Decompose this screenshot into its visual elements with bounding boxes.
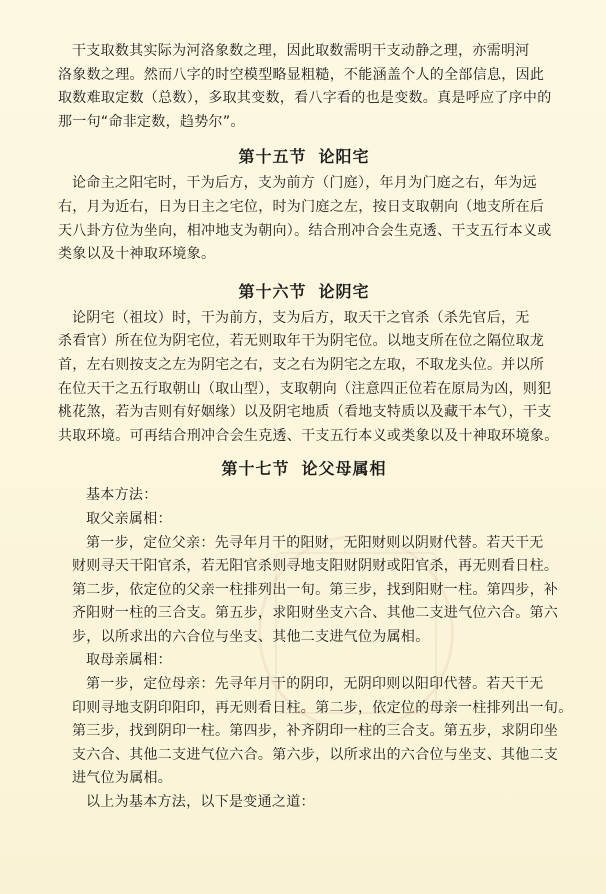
text-line: 论命主之阳宅时，干为后方，支为前方（门庭），年月为门庭之右，年为远 [72,175,537,192]
section-number: 第十五节 [238,147,307,167]
article-body [58,40,582,815]
text-line: 第一步，定位母亲：先寻年月干的阴印，无阴印则以阳印代替。若天干无 [86,676,544,693]
text-line: 取数难取定数（总数），多取其变数，看八字看的也是变数。真是呼应了序中的 [58,90,552,107]
text-line: 杀看官）所在位为阴宅位，若无则取年干为阴宅位。以地支所在位之隔位取龙 [58,333,545,350]
section-title: 论阳宅 [318,147,370,167]
section-15-heading [26,142,582,172]
section-15-paragraph [58,172,582,266]
text-line: 第一步，定位父亲：先寻年月干的阳财，无阳财则以阴财代替。若天干无 [86,534,544,551]
section-title: 论阴宅 [318,281,370,301]
text-line: 在位天干之五行取朝山（取山型），支取朝向（注意四正位若在原局为凶，则犯 [58,380,552,397]
section-17-body [72,484,582,814]
text-line: 天八卦方位为坐向，相冲地支为朝向）。结合刑冲合会生克透、干支五行本义或 [58,222,552,239]
section-16-paragraph [58,307,582,449]
text-line: 印则寻地支阴印阳印，再无则看日柱。第二步，依定位的母亲一柱排列出一旬。 [72,699,573,716]
text-line: 步，以所求出的六合位与坐支、其他二支进气位为属相。 [72,628,430,645]
text-line: 类象以及十神取环境象。 [58,246,216,263]
text-line: 支六合、其他二支进气位六合。第六步，以所求出的六合位与坐支、其他二支 [72,746,559,763]
text-line: 论阴宅（祖坟）时，干为前方，支为后方，取天干之官杀（杀先官后，无 [72,309,530,326]
text-line: 右，月为近右，日为日主之宅位，时为门庭之左，按日支取朝向（地支所在后 [58,198,545,215]
text-line: 首，左右则按支之左为阴宅之右，支之右为阴宅之左取，不取龙头位。并以所 [58,356,545,373]
intro-paragraph [58,40,582,134]
mother-label: 取母亲属相： [86,652,172,669]
text-line: 进气位为属相。 [72,770,173,787]
section-number: 第十七节 [221,459,290,479]
text-line: 齐阳财一柱的三合支。第五步，求阳财坐支六合、其他二支进气位六合。第六 [72,605,559,622]
text-line: 洛象数之理。然而八字的时空模型略显粗糙，不能涵盖个人的全部信息，因此 [58,66,545,83]
text-line: 财则寻天干阳官杀，若无阳官杀则寻地支阳财阴财或阳官杀，再无则看日柱。 [72,558,559,575]
father-label: 取父亲属相： [86,510,172,527]
section-17-heading [26,454,582,484]
text-line: 干支取数其实际为河洛象数之理，因此取数需明干支动静之理，亦需明河 [72,43,530,59]
text-line: 共取环境。可再结合刑冲合会生克透、干支五行本义或类象以及十神取环境象。 [58,427,559,444]
section-16-heading [26,277,582,307]
closing-line: 以上为基本方法，以下是变通之道： [86,794,315,811]
text-line: 桃花煞，若为吉则有好姻缘）以及阴宅地质（看地支特质以及藏干本气），干支 [58,404,552,421]
basic-method-label: 基本方法： [86,487,158,504]
section-number: 第十六节 [238,281,307,301]
section-title: 论父母属相 [301,459,387,479]
text-line: 第三步，找到阴印一柱。第四步，补齐阴印一柱的三合支。第五步，求阴印坐 [72,723,559,740]
text-line: 第二步，依定位的父亲一柱排列出一旬。第三步，找到阳财一柱。第四步，补 [72,581,559,598]
text-line: 那一句“命非定数，趋势尔”。 [58,113,245,130]
